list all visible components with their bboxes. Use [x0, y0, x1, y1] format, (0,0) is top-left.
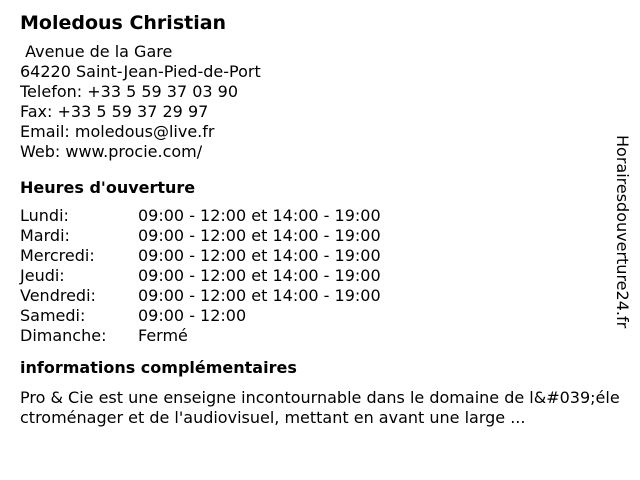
address-city: 64220 Saint-Jean-Pied-de-Port	[20, 62, 261, 81]
time-value: 09:00 - 12:00 et 14:00 - 19:00	[138, 266, 381, 285]
hours-row-tuesday	[20, 226, 610, 246]
time-value: 09:00 - 12:00 et 14:00 - 19:00	[138, 246, 381, 265]
opening-hours-list	[20, 206, 610, 346]
hours-row-monday	[20, 206, 610, 226]
day-label: Mardi:	[20, 226, 70, 245]
day-label: Mercredi:	[20, 246, 95, 265]
info-description: Pro & Cie est une enseigne incontournable dans le domaine de l&#039;électroménager et de l'audiovisuel, mettant en avant une large ...	[20, 388, 620, 427]
business-card	[20, 10, 620, 428]
hours-heading: Heures d'ouverture	[20, 178, 196, 197]
day-label: Vendredi:	[20, 286, 96, 305]
site-watermark: Horairesdouverture24.fr	[613, 135, 632, 329]
day-label: Jeudi:	[20, 266, 65, 285]
hours-row-friday	[20, 286, 610, 306]
hours-row-sunday	[20, 326, 610, 346]
day-label: Samedi:	[20, 306, 86, 325]
info-heading: informations complémentaires	[20, 358, 297, 377]
time-value: 09:00 - 12:00 et 14:00 - 19:00	[138, 286, 381, 305]
time-value: 09:00 - 12:00 et 14:00 - 19:00	[138, 226, 381, 245]
hours-row-saturday	[20, 306, 610, 326]
phone-number: Telefon: +33 5 59 37 03 90	[20, 82, 239, 101]
fax-number: Fax: +33 5 59 37 29 97	[20, 102, 209, 121]
website: Web: www.procie.com/	[20, 142, 203, 161]
time-value: 09:00 - 12:00	[138, 306, 247, 325]
contact-block	[20, 42, 610, 162]
email-address: Email: moledous@live.fr	[20, 122, 215, 141]
day-label: Lundi:	[20, 206, 69, 225]
day-label: Dimanche:	[20, 326, 107, 345]
time-value: Fermé	[138, 326, 188, 345]
hours-row-wednesday	[20, 246, 610, 266]
hours-row-thursday	[20, 266, 610, 286]
time-value: 09:00 - 12:00 et 14:00 - 19:00	[138, 206, 381, 225]
business-name: Moledous Christian	[20, 12, 227, 34]
address-street: Avenue de la Gare	[20, 42, 173, 61]
